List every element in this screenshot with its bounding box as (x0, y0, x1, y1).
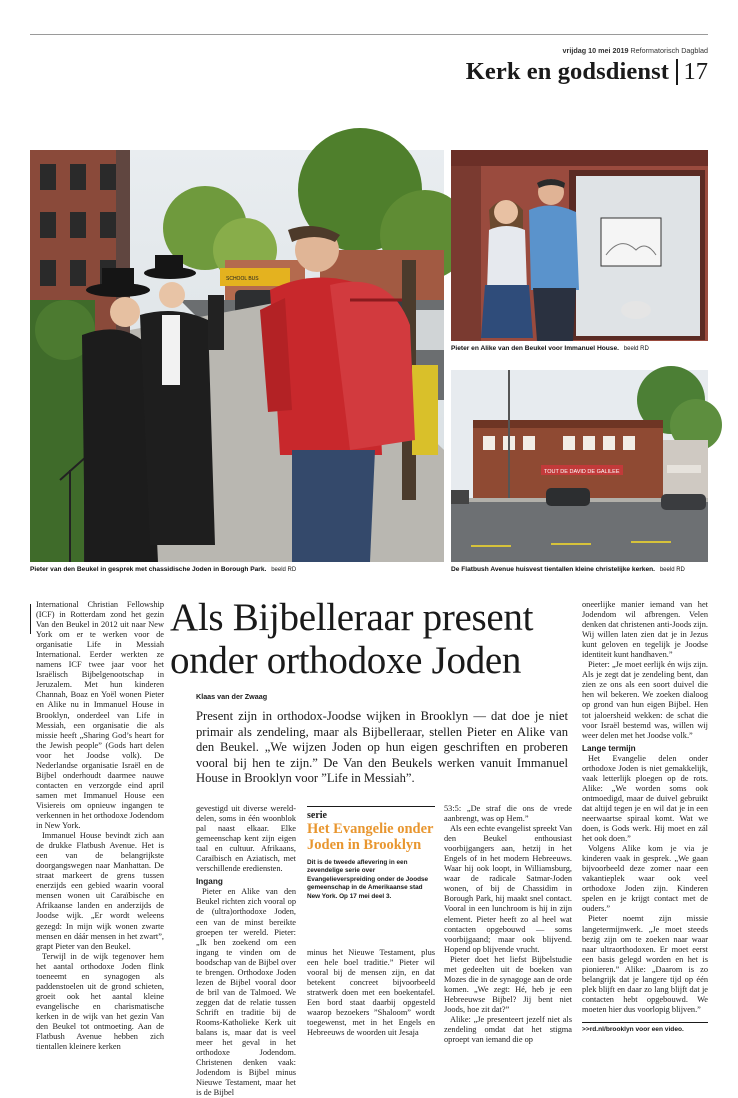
column-4-paragraph-4: Alike: „Je presenteert jezelf niet als zendeling omdat dat het stigma oproept van iemand die op (444, 1014, 572, 1045)
subheading-lange-termijn: Lange termijn (582, 743, 636, 753)
series-title: Het Evangelie onder Joden in Brooklyn (307, 821, 434, 853)
article-author: Klaas van der Zwaag (196, 692, 268, 701)
flatbush-illustration (451, 370, 708, 562)
series-rule (307, 806, 435, 807)
main-photo-caption (30, 566, 296, 573)
video-link[interactable]: >>rd.nl/brooklyn voor een video. (582, 1026, 684, 1033)
column-5-paragraph-1: oneerlijke manier iemand van het Jodendom wil afbrengen. Velen denken dat christenen anti-Joods zijn. Wij willen laten zien dat je in Jezus kunt geloven en tegelijk je Joodse identiteit kunt handhaven.” (582, 600, 708, 660)
main-photo-caption-text: Pieter van den Beukel in gesprek met chassidische Joden in Borough Park. (30, 566, 267, 573)
top-rule (30, 34, 708, 35)
column-4 (444, 804, 572, 1045)
article-headline (170, 596, 570, 682)
column-5-paragraph-5: Pieter noemt zijn missie langetermijnwerk. „Je moet steeds bezig zijn om te zoeken naar waar naar ultraorthodoxen. Er moet eerst een basis gelegd worden en het is pionieren.” Alike: „Daarom is zo belangrijk dat je langere tijd op één plek blijft en daar zo lang blijft dat je contacten hebt opgebouwd. We moeten hier dus voorlopig blijven.” (582, 914, 708, 1014)
shop-sign: TOUT DE DAVID DE GALILEE (544, 469, 620, 475)
couple-photo (451, 150, 708, 341)
column-4-paragraph-2: Als een echte evangelist spreekt Van den Beukel enthousiast voorbijgangers aan, hetzij in het Engels of in het modern Hebreeuws. Waar hij ook loopt, in Williamsburg, waar de radicale Satmar-Joden wonen, of bij de Chassidim in Borough Park, hij maakt snel contact. Vooral in een lunchroom is hij in zijn element. Pieter heeft zo al heel wat contacten opgebouwd — soms voorbijgaand; maar ook blijvend. Hopend op blijvende vrucht. (444, 824, 572, 954)
bus-sign: SCHOOL BUS (226, 276, 259, 282)
article-lead: Present zijn in orthodox-Joodse wijken in Brooklyn — dat doe je niet primair als zendeling, maar als Bijbelleraar, stellen Pieter en Alike van den Beukel. „We wijzen Joden op hun eigen geschriften en proberen vooral bij hen te zijn.” De Van den Beukels werken vanuit Immanuel House in Brooklyn voor ”Life in Messiah”. (196, 709, 568, 786)
headline-line-2: onder orthodoxe Joden (170, 639, 522, 682)
flatbush-photo-credit: beeld RD (659, 567, 685, 573)
couple-photo-credit: beeld RD (623, 346, 649, 352)
street-scene-illustration (30, 150, 444, 562)
column-2-paragraph-2: Pieter en Alike van den Beukel richten zich vooral op de (ultra)orthodoxe Joden, een van de minst bereikte groepen ter wereld. Pieter: „Ik ben zoekend om een ingang te vinden om de boodschap van de Bijbel over te brengen. Orthodoxe Joden lezen de Bijbel vooral door de bril van de Talmoed. We zeggen dat de relatie tussen Schrift en traditie bij de Rooms-Katholieke Kerk uit balans is, maar dat is veel meer het geval in het orthodoxe Jodendom. Christenen denken vaak: Jodendom is Bijbel minus Nieuwe Testament, maar het is de Bijbel (196, 887, 296, 1098)
column-3-text: minus het Nieuwe Testament, plus een hele boel traditie.” Pieter wil vooral bij de mensen zijn, en dat betekent concreet bijvoorbeeld stratwerk doen met een boekentafel. Een bord staat daarbij opgesteld waarop bezoekers ”Shaloom” wordt toegewenst, met in het Engels en Hebreeuws de woorden uit Jesaja (307, 948, 435, 1038)
section-title: Kerk en godsdienst (465, 58, 669, 85)
couple-photo-caption-text: Pieter en Alike van den Beukel voor Immanuel House. (451, 345, 619, 352)
video-link-rule (582, 1022, 708, 1023)
column-3 (307, 948, 435, 1040)
column-4-paragraph-1: 53:5: „De straf die ons de vrede aanbrengt, was op Hem.” (444, 804, 572, 824)
column-1-paragraph-2: Immanuel House bevindt zich aan de drukke Flatbush Avenue. Het is een van de belangrijkste doorgangswegen naar Manhattan. De straat markeert de grens tussen enerzijds een gebied waarin vooral mensen wonen uit Caraïbische en Afrikaanse landen en anderzijds de Joodse wijk. „Er wordt weleens gezegd: In mijn wijk wonen zwarte mensen en dáár mensen in het zwart”, grapt Pieter van den Beukel. (36, 831, 164, 951)
intro-bar (30, 604, 31, 634)
column-1-paragraph-3: Terwijl in de wijk tegenover hem het aantal orthodoxe Joden flink toeneemt en synagogen als paddenstoelen uit de grond schieten, groeit ook het aantal kleine evangelische en charismatische kerken in de wijk van het gezin Van den Beukel tot ontmoeting. Aan de Flatbush Avenue hebben zich tientallen kleinere kerken (36, 951, 164, 1052)
column-5 (582, 600, 708, 1018)
column-5-paragraph-3: Het Evangelie delen onder orthodoxe Joden is niet gemakkelijk, vaak letterlijk ploegen op de rots. Alike: „We worden soms ook ontmoedigd, maar de duivel gebruikt dat altijd tegen je en wil dat je in een neerwaartse spiraal komt. Wat we doen, is Gods werk. Hij moet en zál het ook doen.” (582, 753, 708, 844)
couple-photo-caption (451, 345, 649, 352)
newspaper-name: Reformatorisch Dagblad (630, 46, 708, 55)
series-box (307, 806, 435, 901)
series-label: serie (307, 810, 327, 821)
dateline (563, 46, 708, 55)
main-photo (30, 150, 444, 562)
flatbush-photo-caption (451, 566, 685, 573)
column-1-paragraph-1: International Christian Fellowship (ICF) in Rotterdam zond het gezin Van den Beukel in 2012 uit naar New York om er te werken voor de organisatie Life in Messiah International. Eerder werkten ze namens ICF twee jaar voor het Israëlisch Bijbelgenootschap in Jeruzalem. Met hun kinderen Channah, Boaz en Yoël wonen Pieter en Alike nu in Immanuel House in Brooklyn, onderdeel van Life in Messiah, een organisatie die als missie heeft „Sharing God’s heart for the Jewish people” (Gods hart delen voor het Joodse volk). De Nederlandse organisatie Israël en de Bijbel onderhoudt daarmee nauwe contacten en verzorgde eind april samen met Immanuel House een Visiereis om opnieuw ingangen te verkennen in het orthodoxe Jodendom in New York. (36, 600, 164, 831)
flatbush-photo (451, 370, 708, 562)
main-photo-credit: beeld RD (271, 567, 297, 573)
page-number: 17 (683, 58, 708, 85)
column-2-paragraph-1: gevestigd uit diverse werelddelen, soms in één woonblok pal naast elkaar. Elke gemeenschap kent zijn eigen taal en cultuur. Afrikaans, Caraïbisch en Aziatisch, met verschillende erediensten. (196, 804, 296, 874)
column-4-paragraph-3: Pieter doet het liefst Bijbelstudie met gedeelten uit de boeken van Mozes die in de synagoge aan de orde komen. „We zegt: Hé, heb je een Hebreeuwse Bijbel? Jij bent niet Joods, hoe zit dat?” (444, 954, 572, 1014)
couple-illustration (451, 150, 708, 341)
section-divider (676, 59, 678, 85)
flatbush-photo-caption-text: De Flatbush Avenue huisvest tientallen kleine christelijke kerken. (451, 566, 655, 573)
headline-line-1: Als Bijbelleraar present (170, 596, 534, 639)
section-header (466, 58, 708, 86)
series-description: Dit is de tweede aflevering in een zevendelige serie over Evangelieverspreiding onder de Joodse gemeenschap in de Amerikaanse stad New York. Op 17 mei deel 3. (307, 859, 429, 900)
column-2 (196, 804, 296, 1098)
issue-date: vrijdag 10 mei 2019 (562, 46, 629, 55)
column-1 (36, 600, 164, 1052)
column-5-paragraph-4: Volgens Alike kom je via je kinderen vaak in gesprek. „We gaan bijvoorbeeld deze zomer naar een vakantieplek waar ook veel orthodoxe Joden zijn. Kinderen spelen en je krijgt contact met de ouders.” (582, 844, 708, 914)
column-5-paragraph-2: Pieter: „Je moet eerlijk én wijs zijn. Als je zegt dat je zendeling bent, dan zien ze ons als een soort duivel die hen wil bekeren. We zoeken dialoog op grond van hun eigen Bijbel. Hen tot jaloersheid wekken: de schat die voor Israël bestemd was, willen wij weer delen met het Joodse volk.” (582, 660, 708, 740)
subheading-ingang: Ingang (196, 877, 223, 887)
